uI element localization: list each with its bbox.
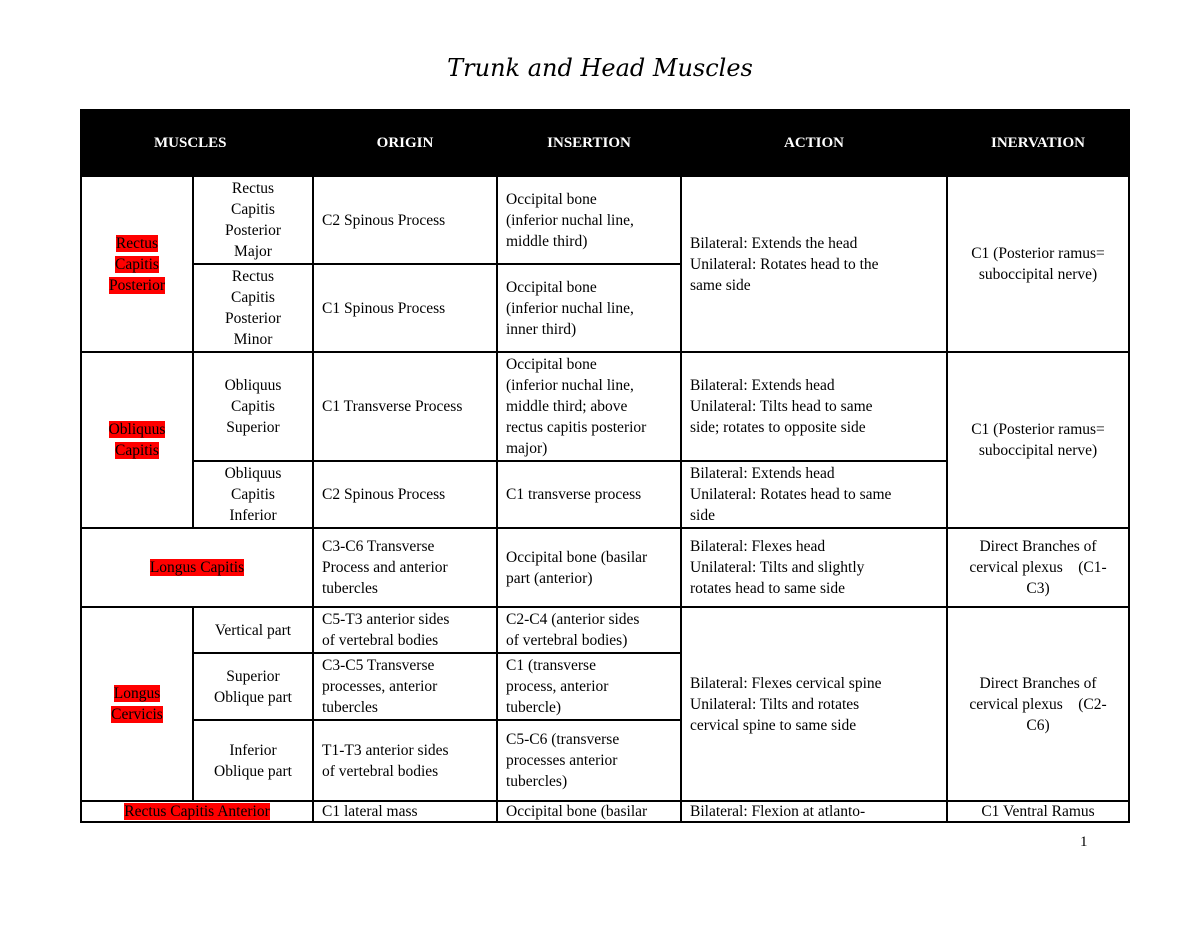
insertion-cell: Occipital bone (inferior nuchal line, middle third)	[497, 176, 681, 264]
inervation-cell: Direct Branches of cervical plexus (C2- C6)	[947, 607, 1129, 801]
highlighted-text: Longus Capitis	[149, 559, 245, 576]
header-action: ACTION	[681, 110, 947, 176]
action-cell: Bilateral: Flexes head Unilateral: Tilts and slightly rotates head to same side	[681, 528, 947, 607]
insertion-cell: Occipital bone (inferior nuchal line, inner third)	[497, 264, 681, 352]
insertion-cell: Occipital bone (basilar part (anterior)	[497, 528, 681, 607]
muscle-name-cell: Vertical part	[193, 607, 313, 653]
muscle-name-cell: Inferior Oblique part	[193, 720, 313, 801]
header-insertion: INSERTION	[497, 110, 681, 176]
insertion-cell: Occipital bone (inferior nuchal line, middle third; above rectus capitis posterior major)	[497, 352, 681, 461]
highlighted-text: Longus Cervicis	[111, 685, 163, 723]
insertion-cell: C1 transverse process	[497, 461, 681, 528]
table-row	[81, 176, 1129, 264]
muscle-table	[80, 109, 1130, 823]
muscle-name-cell: Rectus Capitis Posterior Major	[193, 176, 313, 264]
inervation-cell: C1 Ventral Ramus	[947, 801, 1129, 822]
highlighted-text: Rectus Capitis Posterior	[109, 234, 165, 294]
origin-cell: C1 Spinous Process	[313, 264, 497, 352]
origin-cell: T1-T3 anterior sides of vertebral bodies	[313, 720, 497, 801]
page-title: Trunk and Head Muscles	[447, 54, 753, 82]
muscle-name-cell: Superior Oblique part	[193, 653, 313, 720]
origin-cell: C2 Spinous Process	[313, 176, 497, 264]
group-cell	[81, 528, 313, 607]
group-cell	[81, 801, 313, 822]
insertion-cell: C1 (transverse process, anterior tubercle)	[497, 653, 681, 720]
action-cell: Bilateral: Extends head Unilateral: Tilts head to same side; rotates to opposite side	[681, 352, 947, 461]
origin-cell: C5-T3 anterior sides of vertebral bodies	[313, 607, 497, 653]
header-inervation: INERVATION	[947, 110, 1129, 176]
muscle-name-cell: Rectus Capitis Posterior Minor	[193, 264, 313, 352]
origin-cell: C2 Spinous Process	[313, 461, 497, 528]
action-cell: Bilateral: Flexion at atlanto-	[681, 801, 947, 822]
highlighted-text: Obliquus Capitis	[108, 421, 166, 459]
insertion-cell: Occipital bone (basilar	[497, 801, 681, 822]
action-cell: Bilateral: Flexes cervical spine Unilateral: Tilts and rotates cervical spine to same side	[681, 607, 947, 801]
highlighted-text: Rectus Capitis Anterior	[124, 803, 270, 820]
table-row	[81, 801, 1129, 822]
origin-cell: C1 Transverse Process	[313, 352, 497, 461]
origin-cell: C1 lateral mass	[313, 801, 497, 822]
action-cell: Bilateral: Extends the head Unilateral: Rotates head to the same side	[681, 176, 947, 352]
table-row	[81, 352, 1129, 461]
action-cell: Bilateral: Extends head Unilateral: Rotates head to same side	[681, 461, 947, 528]
muscle-name-cell: Obliquus Capitis Superior	[193, 352, 313, 461]
inervation-cell: C1 (Posterior ramus= suboccipital nerve)	[947, 352, 1129, 528]
header-row	[81, 110, 1129, 176]
group-cell	[81, 176, 193, 352]
group-cell	[81, 607, 193, 801]
header-origin: ORIGIN	[313, 110, 497, 176]
insertion-cell: C5-C6 (transverse processes anterior tubercles)	[497, 720, 681, 801]
origin-cell: C3-C5 Transverse processes, anterior tubercles	[313, 653, 497, 720]
group-cell	[81, 352, 193, 528]
inervation-cell: C1 (Posterior ramus= suboccipital nerve)	[947, 176, 1129, 352]
origin-cell: C3-C6 Transverse Process and anterior tubercles	[313, 528, 497, 607]
table-row	[81, 528, 1129, 607]
page-number: 1	[1080, 834, 1088, 850]
muscle-name-cell: Obliquus Capitis Inferior	[193, 461, 313, 528]
insertion-cell: C2-C4 (anterior sides of vertebral bodies)	[497, 607, 681, 653]
inervation-cell: Direct Branches of cervical plexus (C1- C3)	[947, 528, 1129, 607]
header-muscles: MUSCLES	[81, 110, 313, 176]
table-row	[81, 607, 1129, 653]
